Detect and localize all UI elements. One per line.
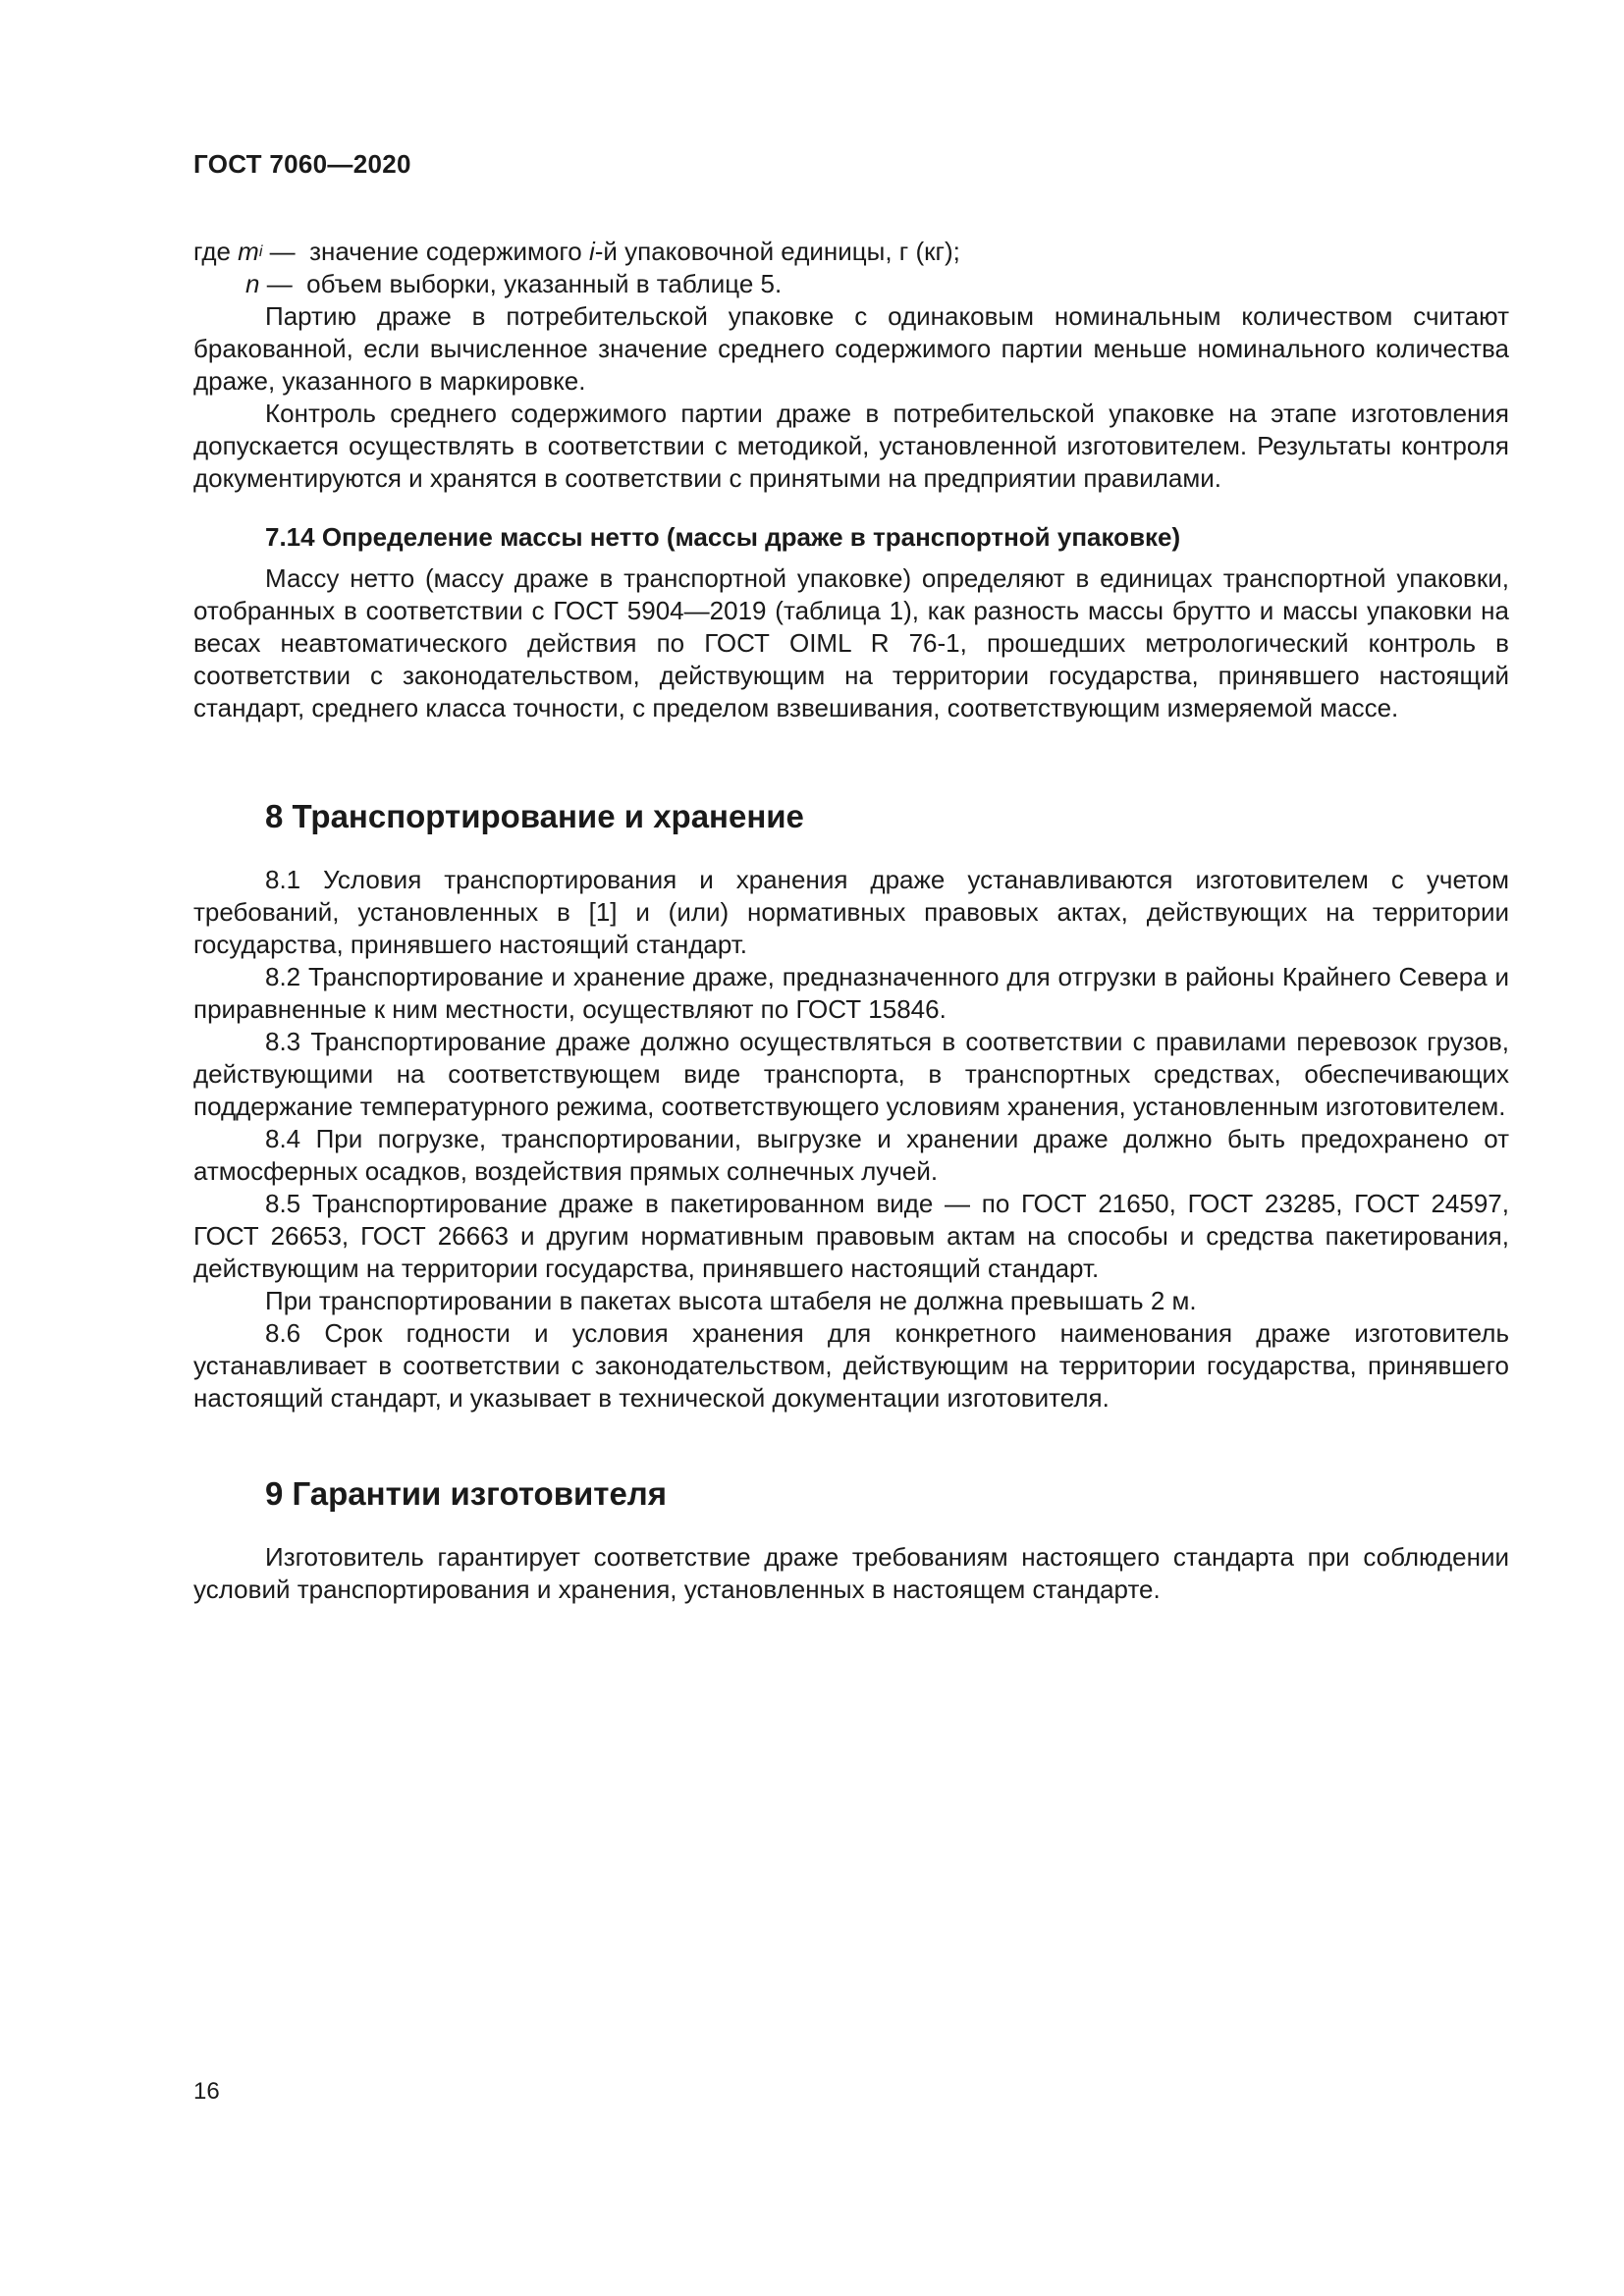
document-header: ГОСТ 7060—2020 (193, 149, 411, 179)
def-text-pre: значение содержимого (309, 237, 589, 266)
paragraph: 8.2 Транспортирование и хранение драже, предназначенного для отгрузки в районы Крайнего Севера и приравненные к ним местности, осуществляют по ГОСТ 15846. (193, 962, 1509, 1024)
subsection-heading: 7.14 Определение массы нетто (массы драже в транспортной упаковке) (265, 522, 1181, 552)
def-term-m: m (238, 237, 259, 266)
def-prefix: где (193, 237, 239, 266)
section-7-14 (193, 521, 1509, 724)
paragraph: 8.6 Срок годности и условия хранения для конкретного наименования драже изготовитель устанавливает в соответствии с законодательством, действующим на территории государства, принявшего настоящий стандарт, и указывает в технической документации изготовителя. (193, 1318, 1509, 1413)
paragraph: 8.1 Условия транспортирования и хранения драже устанавливаются изготовителем с учетом требований, установленных в [1] и (или) нормативных правовых актах, действующих на территории государства, принявшего настоящий стандарт. (193, 865, 1509, 959)
definitions-block (193, 236, 1509, 495)
section-8-heading: 8 Транспортирование и хранение (265, 798, 804, 834)
page-number: 16 (193, 2078, 220, 2105)
def-dash: — (259, 269, 307, 298)
paragraph: 8.3 Транспортирование драже должно осуществляться в соответствии с правилами перевозок грузов, действующими на соответствующем виде транспорта, в транспортных средствах, обеспечивающих поддержание температурного режима, соответствующего условиям хранения, установленным изготовителем. (193, 1027, 1509, 1121)
def-term-sub: i (258, 243, 263, 260)
paragraph: Изготовитель гарантирует соответствие драже требованиям настоящего стандарта при соблюдении условий транспортирования и хранения, установленных в настоящем стандарте. (193, 1542, 1509, 1604)
def-term-n: n (245, 269, 260, 298)
paragraph: Партию драже в потребительской упаковке с одинаковым номинальным количеством считают бракованной, если вычисленное значение среднего содержимого партии меньше номинального количества драже, указанного в маркировке. (193, 301, 1509, 396)
paragraph: 8.4 При погрузке, транспортировании, выгрузке и хранении драже должно быть предохранено от атмосферных осадков, воздействия прямых солнечных лучей. (193, 1124, 1509, 1186)
def-text: объем выборки, указанный в таблице 5. (306, 269, 783, 298)
section-9-body (193, 1541, 1509, 1606)
def-text-post: -й упаковочной единицы, г (кг); (594, 237, 960, 266)
paragraph: Массу нетто (массу драже в транспортной упаковке) определяют в единицах транспортной упаковки, отобранных в соответствии с ГОСТ 5904—2019 (таблица 1), как разность массы брутто и массы упаковки на весах неавтоматического действия по ГОСТ OIML R 76-1, прошедших метрологический контроль в соответствии с законодательством, действующим на территории государства, принявшего настоящий стандарт, среднего класса точности, с пределом взвешивания, соответствующим измеряемой массе. (193, 563, 1509, 722)
definition-n (193, 268, 1509, 300)
def-dash: — (262, 237, 310, 266)
def-text-italic: i (588, 237, 595, 266)
paragraph: Контроль среднего содержимого партии драже в потребительской упаковке на этапе изготовления допускается осуществлять в соответствии с методикой, установленной изготовителем. Результаты контроля документируются и хранятся в соответствии с принятыми на предприятии правилами. (193, 399, 1509, 493)
paragraph: 8.5 Транспортирование драже в пакетированном виде — по ГОСТ 21650, ГОСТ 23285, ГОСТ 24597, ГОСТ 26653, ГОСТ 26663 и другим нормативным правовым актам на способы и средства пакетирования, действующим на территории государства, принявшего настоящий стандарт. (193, 1189, 1509, 1283)
paragraph: При транспортировании в пакетах высота штабеля не должна превышать 2 м. (265, 1286, 1197, 1315)
section-8-body (193, 864, 1509, 1415)
section-9-heading: 9 Гарантии изготовителя (265, 1475, 668, 1512)
definition-mi (193, 236, 1509, 268)
